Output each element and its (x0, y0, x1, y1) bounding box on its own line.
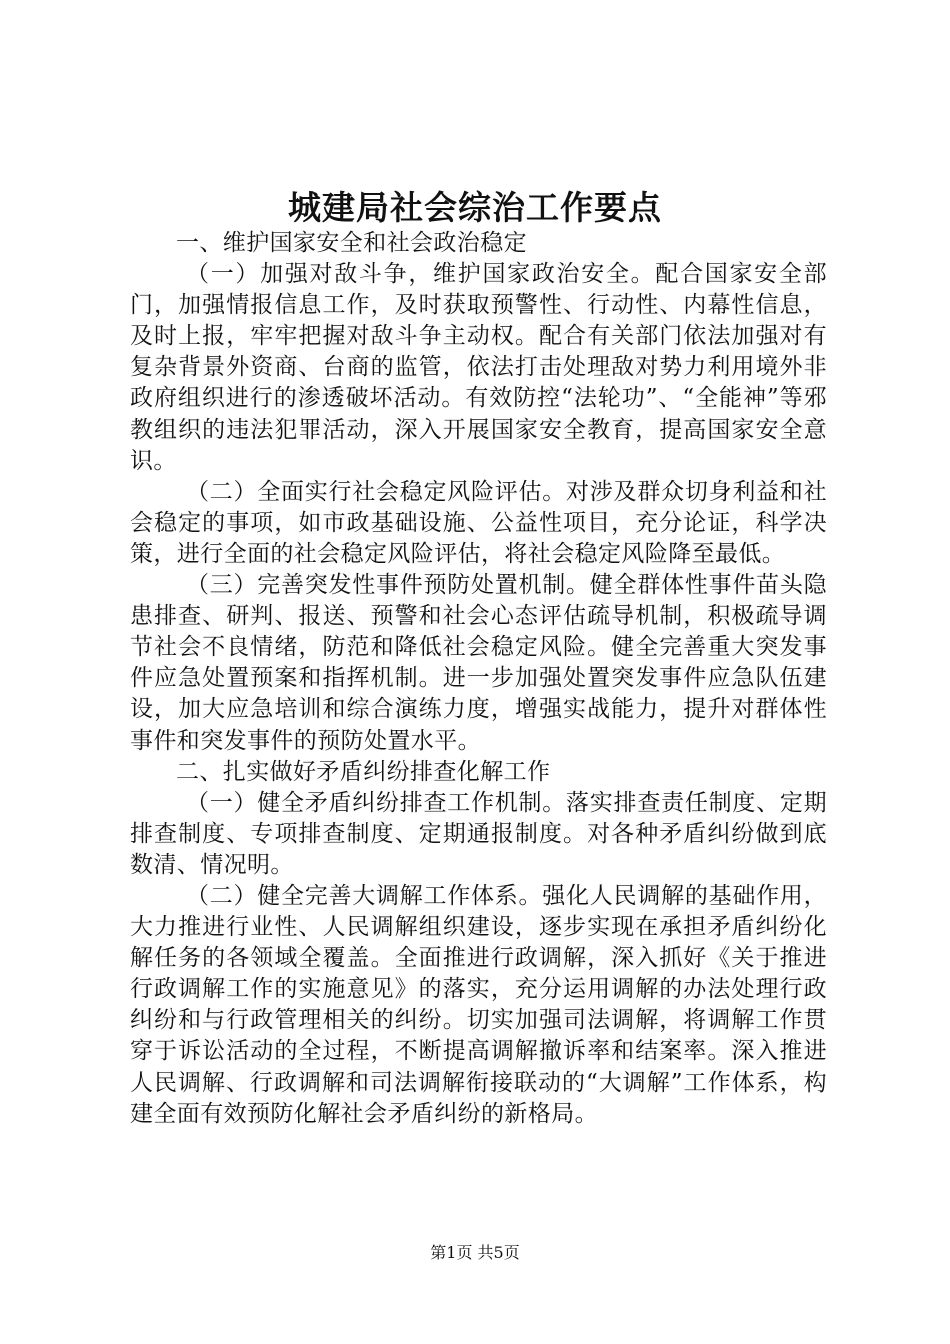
section-heading-2: 二、扎实做好矛盾纠纷排查化解工作 (176, 758, 551, 785)
paragraph-1-3: （三）完善突发性事件预防处置机制。健全群体性事件苗头隐患排查、研判、报送、预警和社会心态评估疏导机制，积极疏导调节社会不良情绪，防范和降低社会稳定风险。健全完善重大突发事件应急处置预案和指挥机制。进一步加强处置突发事件应急队伍建设，加大应急培训和综合演练力度，增强实战能力，提升对群体性事件和突发事件的预防处置水平。 (130, 572, 827, 754)
paragraph-1-1: （一）加强对敌斗争，维护国家政治安全。配合国家安全部门，加强情报信息工作，及时获取预警性、行动性、内幕性信息，及时上报，牢牢把握对敌斗争主动权。配合有关部门依法加强对有复杂背景外资商、台商的监管，依法打击处理敌对势力利用境外非政府组织进行的渗透破坏活动。有效防控“法轮功”、“全能神”等邪教组织的违法犯罪活动，深入开展国家安全教育，提高国家安全意识。 (130, 261, 827, 474)
document-title: 城建局社会综治工作要点 (288, 188, 662, 227)
paragraph-2-2: （二）健全完善大调解工作体系。强化人民调解的基础作用，大力推进行业性、人民调解组织建设，逐步实现在承担矛盾纠纷化解任务的各领域全覆盖。全面推进行政调解，深入抓好《关于推进行政调解工作的实施意见》的落实，充分运用调解的办法处理行政纠纷和与行政管理相关的纠纷。切实加强司法调解，将调解工作贯穿于诉讼活动的全过程，不断提高调解撤诉率和结案率。深入推进人民调解、行政调解和司法调解衔接联动的“大调解”工作体系，构建全面有效预防化解社会矛盾纠纷的新格局。 (130, 882, 827, 1127)
paragraph-1-2: （二）全面实行社会稳定风险评估。对涉及群众切身利益和社会稳定的事项，如市政基础设施、公益性项目，充分论证，科学决策，进行全面的社会稳定风险评估，将社会稳定风险降至最低。 (130, 478, 827, 567)
page-footer: 第1页 共5页 (430, 1243, 520, 1262)
document-body (130, 228, 827, 1130)
section-heading-1: 一、维护国家安全和社会政治稳定 (176, 230, 527, 256)
paragraph-2-1: （一）健全矛盾纠纷排查工作机制。落实排查责任制度、定期排查制度、专项排查制度、定期通报制度。对各种矛盾纠纷做到底数清、情况明。 (130, 789, 827, 878)
